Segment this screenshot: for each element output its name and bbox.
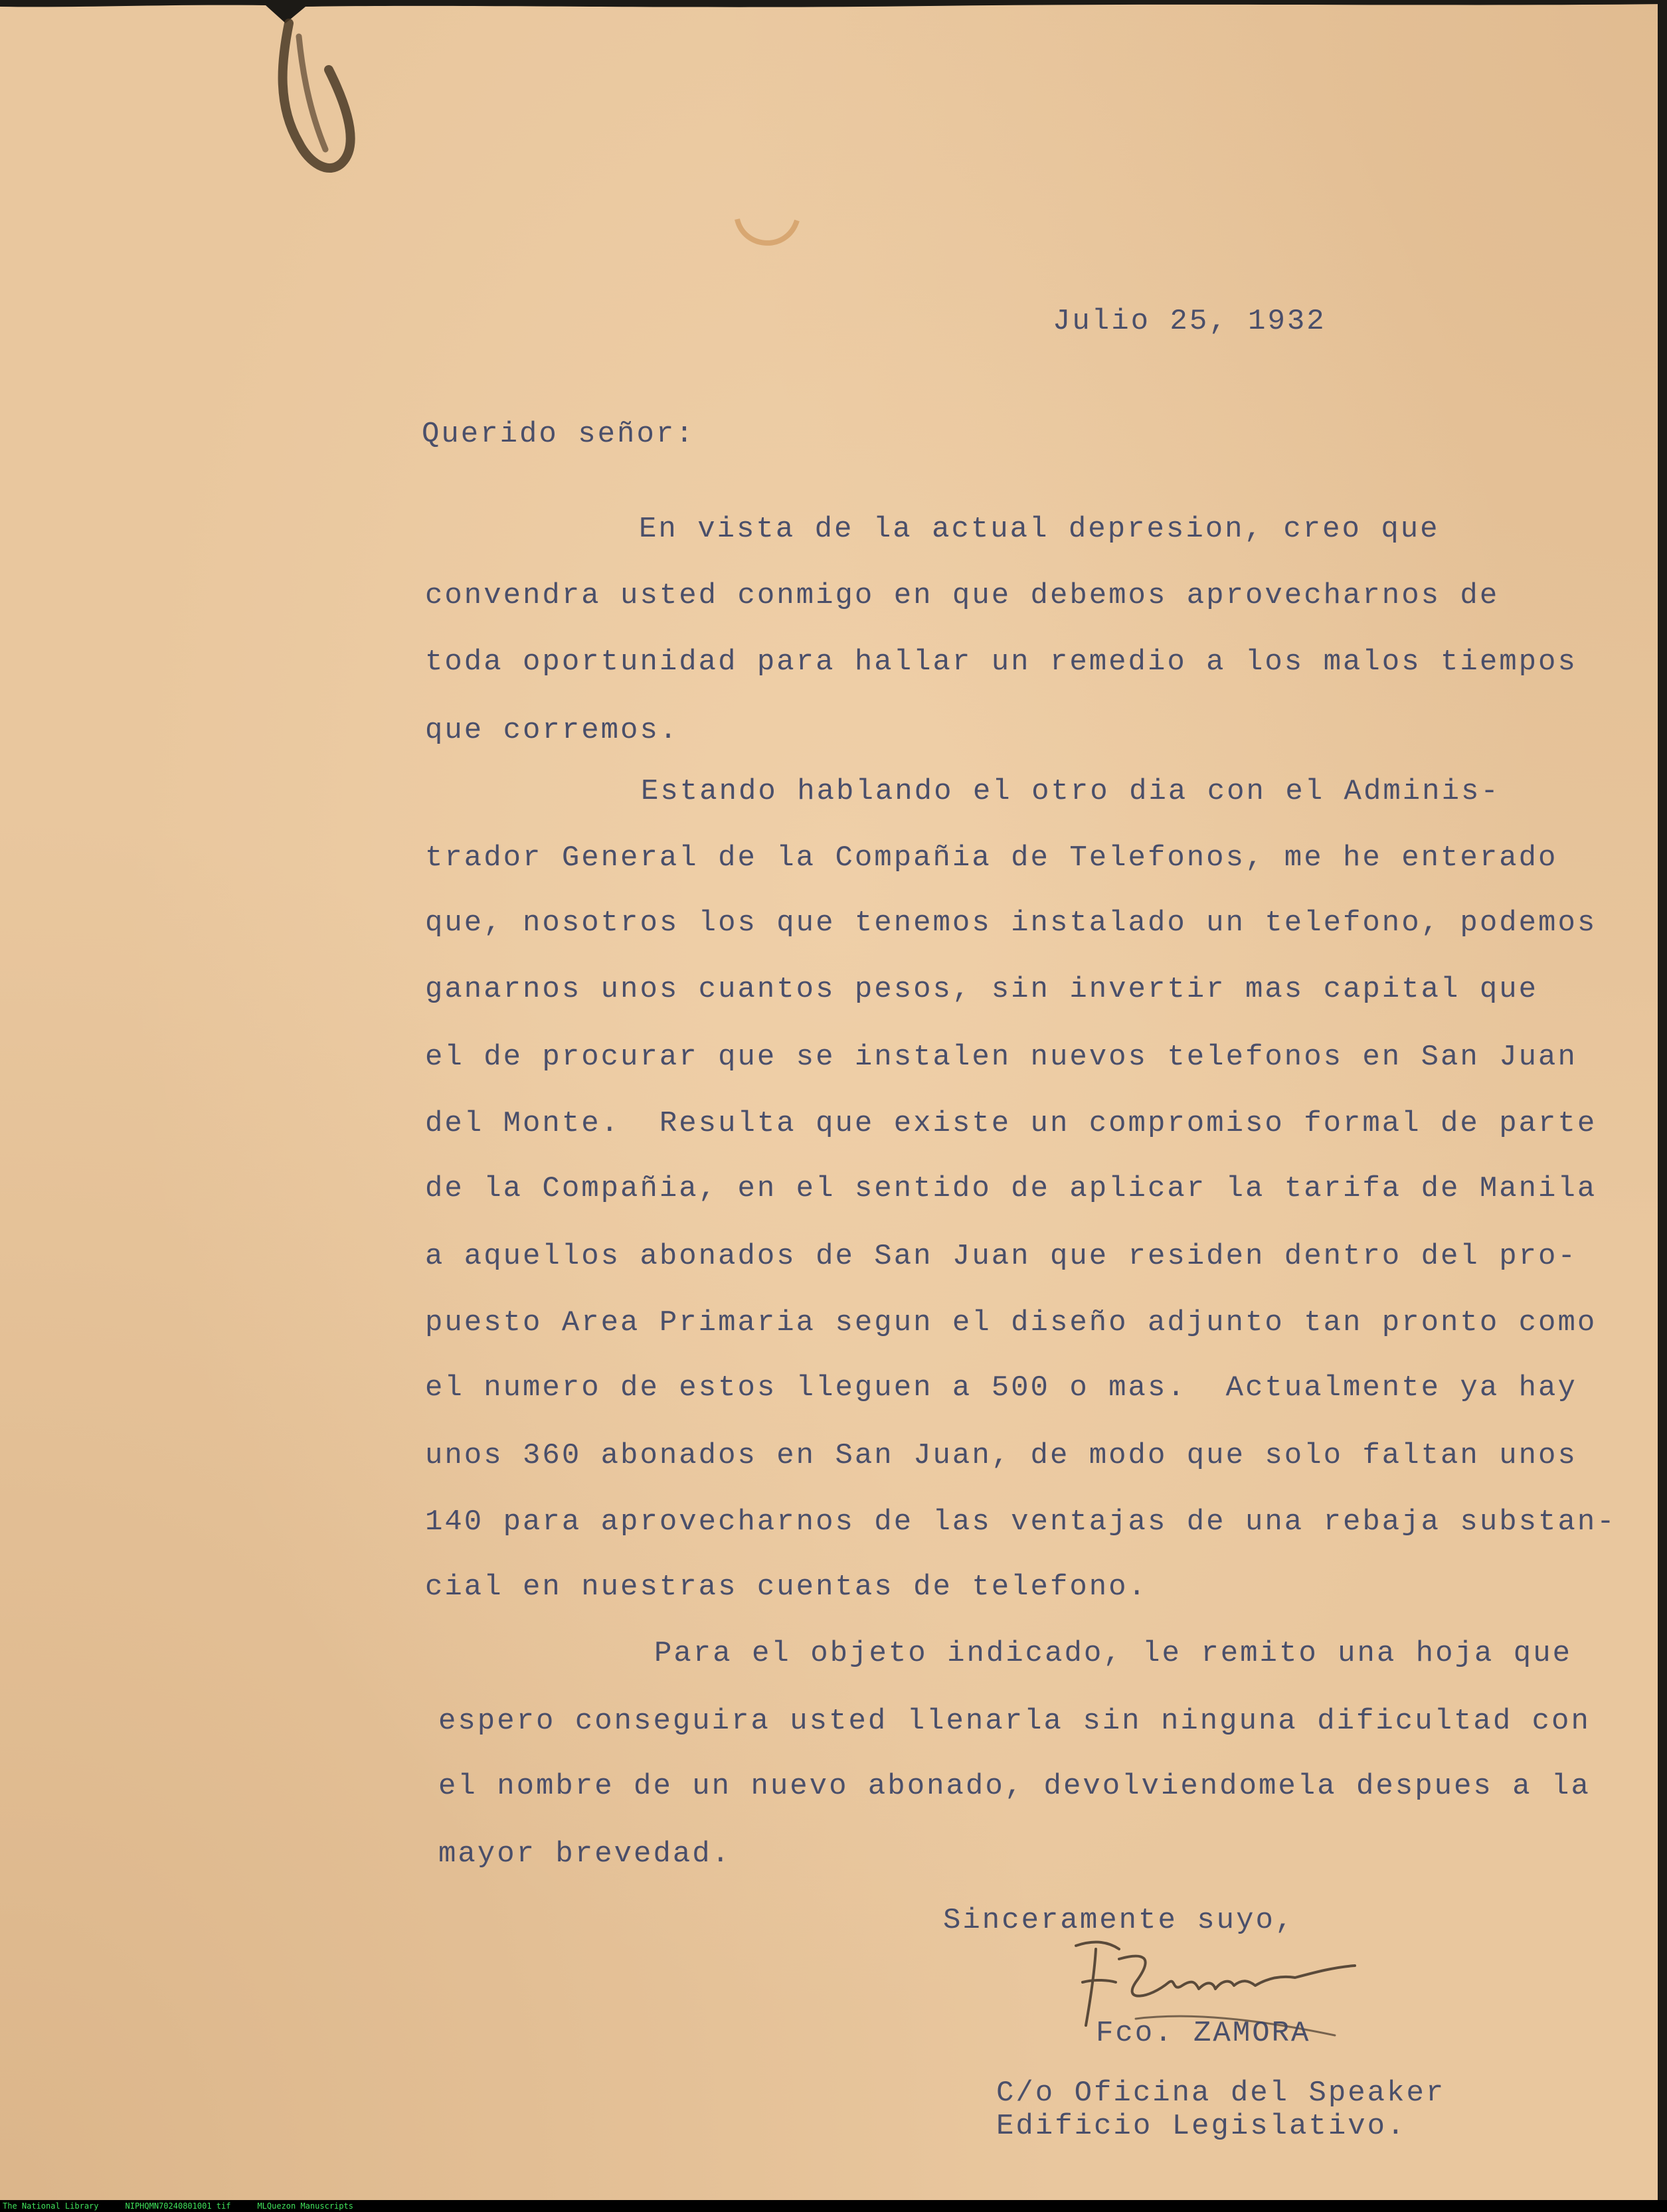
paragraph-2-line-4: ganarnos unos cuantos pesos, sin invertir mas capital que bbox=[425, 973, 1539, 1006]
paragraph-2-line-1: Estando hablando el otro dia con el Adminis- bbox=[641, 775, 1500, 808]
footer-collection: MLQuezon Manuscripts bbox=[257, 2201, 353, 2211]
paragraph-2-line-9: puesto Area Primaria segun el diseño adjunto tan pronto como bbox=[425, 1306, 1597, 1339]
torn-edge bbox=[0, 0, 1667, 40]
archive-footer-bar bbox=[0, 2200, 1667, 2212]
paragraph-3-line-1: Para el objeto indicado, le remito una hoja que bbox=[654, 1637, 1573, 1670]
footer-library: The National Library bbox=[3, 2201, 99, 2211]
salutation: Querido señor: bbox=[422, 418, 695, 451]
paragraph-1-line-2: convendra usted conmigo en que debemos aprovecharnos de bbox=[425, 579, 1500, 612]
paragraph-2-line-10: el numero de estos lleguen a 500 o mas. Actualmente ya hay bbox=[425, 1371, 1577, 1404]
signer-building: Edificio Legislativo. bbox=[996, 2110, 1407, 2143]
paragraph-3-line-4: mayor brevedad. bbox=[438, 1837, 732, 1871]
paragraph-2-line-8: a aquellos abonados de San Juan que residen dentro del pro- bbox=[425, 1240, 1577, 1273]
paragraph-2-line-5: el de procurar que se instalen nuevos telefonos en San Juan bbox=[425, 1041, 1577, 1074]
signer-name: Fco. ZAMORA bbox=[1096, 2017, 1311, 2050]
paragraph-1-line-4: que corremos. bbox=[425, 714, 679, 747]
paragraph-1-line-1: En vista de la actual depresion, creo que bbox=[639, 513, 1440, 546]
paragraph-2-line-13: cial en nuestras cuentas de telefono. bbox=[425, 1571, 1148, 1604]
paper-stain-icon bbox=[731, 213, 804, 259]
paragraph-1-line-3: toda oportunidad para hallar un remedio a los malos tiempos bbox=[425, 645, 1577, 679]
paragraph-2-line-3: que, nosotros los que tenemos instalado un telefono, podemos bbox=[425, 906, 1597, 940]
paragraph-3-line-3: el nombre de un nuevo abonado, devolviendomela despues a la bbox=[438, 1770, 1591, 1803]
paragraph-2-line-6: del Monte. Resulta que existe un compromiso formal de parte bbox=[425, 1107, 1597, 1140]
paragraph-2-line-2: trador General de la Compañia de Telefonos, me he enterado bbox=[425, 841, 1558, 875]
signer-office: C/o Oficina del Speaker bbox=[996, 2077, 1446, 2110]
scan-bed-edge bbox=[1658, 0, 1667, 2212]
footer-filename: NIPHQMN70240801001 tif bbox=[125, 2201, 231, 2211]
paragraph-2-line-12: 140 para aprovecharnos de las ventajas de una rebaja substan- bbox=[425, 1505, 1617, 1539]
paragraph-2-line-7: de la Compañia, en el sentido de aplicar la tarifa de Manila bbox=[425, 1172, 1597, 1205]
paperclip-rust-mark-icon bbox=[262, 17, 389, 189]
closing: Sinceramente suyo, bbox=[943, 1904, 1295, 1937]
paragraph-2-line-11: unos 360 abonados en San Juan, de modo que solo faltan unos bbox=[425, 1439, 1577, 1472]
letter-date: Julio 25, 1932 bbox=[1053, 305, 1326, 338]
paragraph-3-line-2: espero conseguira usted llenarla sin ninguna dificultad con bbox=[438, 1705, 1591, 1738]
